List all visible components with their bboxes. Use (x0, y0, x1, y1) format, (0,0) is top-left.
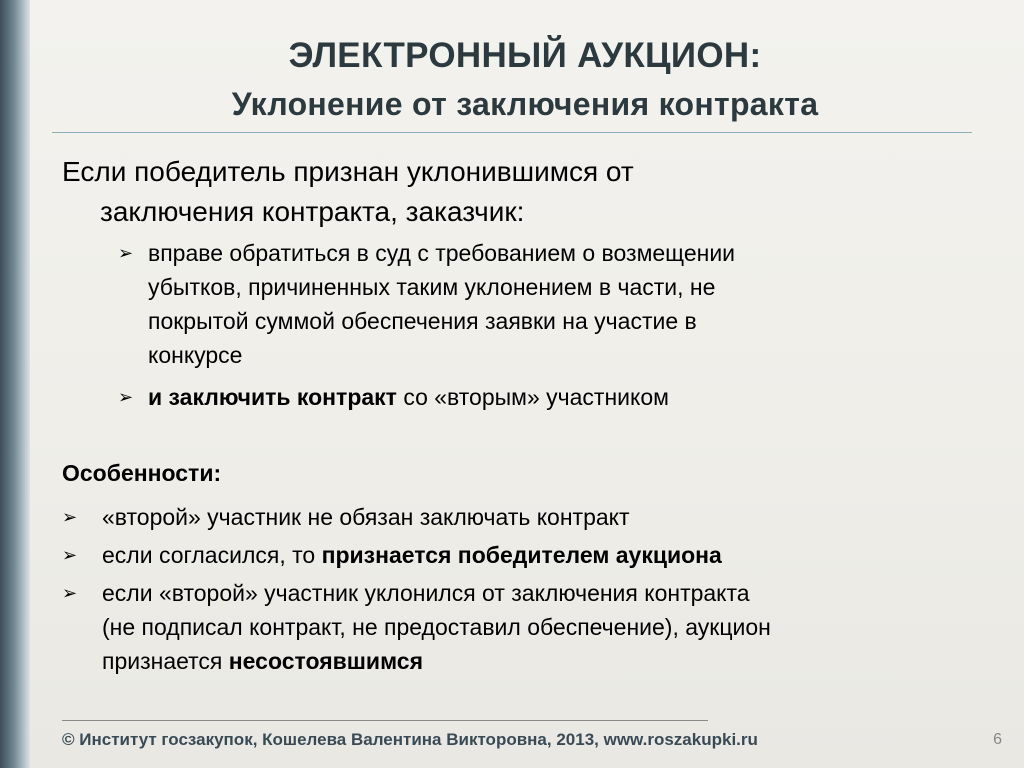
item-line: покрытой суммой обеспечения заявки на участие в (148, 308, 697, 334)
arrow-bullet-icon: ➢ (118, 243, 134, 263)
intro-paragraph (62, 152, 962, 232)
arrow-bullet-icon: ➢ (118, 387, 134, 407)
slide-subtitle: Уклонение от заключения контракта (231, 86, 819, 122)
decorative-side-bar (0, 0, 30, 768)
footer-copyright: © Институт госзакупок, Кошелева Валентина Викторовна, 2013, www.roszakupki.ru (62, 730, 758, 749)
list-item (62, 500, 942, 534)
emphasis-text: признается победителем аукциона (321, 542, 722, 568)
features-list (62, 500, 942, 678)
item-line: если «второй» участник уклонился от заключения контракта (102, 580, 750, 606)
item-line: конкурсе (148, 342, 243, 368)
arrow-bullet-icon: ➢ (62, 545, 78, 565)
features-heading: Особенности: (62, 460, 222, 486)
arrow-bullet-icon: ➢ (62, 583, 78, 603)
page-number: 6 (993, 731, 1002, 748)
item-text: признается (102, 648, 229, 674)
list-item (62, 538, 942, 572)
item-line (102, 644, 942, 678)
list-item (118, 236, 898, 372)
list-item (62, 576, 942, 678)
list-item (118, 380, 898, 414)
item-text: если согласился, то (102, 542, 322, 568)
arrow-bullet-icon: ➢ (62, 507, 78, 527)
customer-rights-list (118, 236, 898, 414)
footer-divider (62, 720, 708, 721)
item-line: вправе обратиться в суд с требованием о возмещении (148, 240, 736, 266)
item-text: «второй» участник не обязан заключать контракт (102, 504, 630, 530)
title-divider (52, 132, 972, 133)
item-text: со «вторым» участником (396, 384, 669, 410)
intro-line-1: Если победитель признан уклонившимся от (62, 156, 634, 187)
emphasis-text: несостоявшимся (228, 648, 423, 674)
intro-line-2: заключения контракта, заказчик: (100, 196, 525, 227)
item-line: убытков, причиненных таким уклонением в части, не (148, 274, 716, 300)
item-line: (не подписал контракт, не предоставил обеспечение), аукцион (102, 614, 771, 640)
slide-title: ЭЛЕКТРОННЫЙ АУКЦИОН: (288, 36, 762, 75)
emphasis-text: и заключить контракт (148, 384, 397, 410)
